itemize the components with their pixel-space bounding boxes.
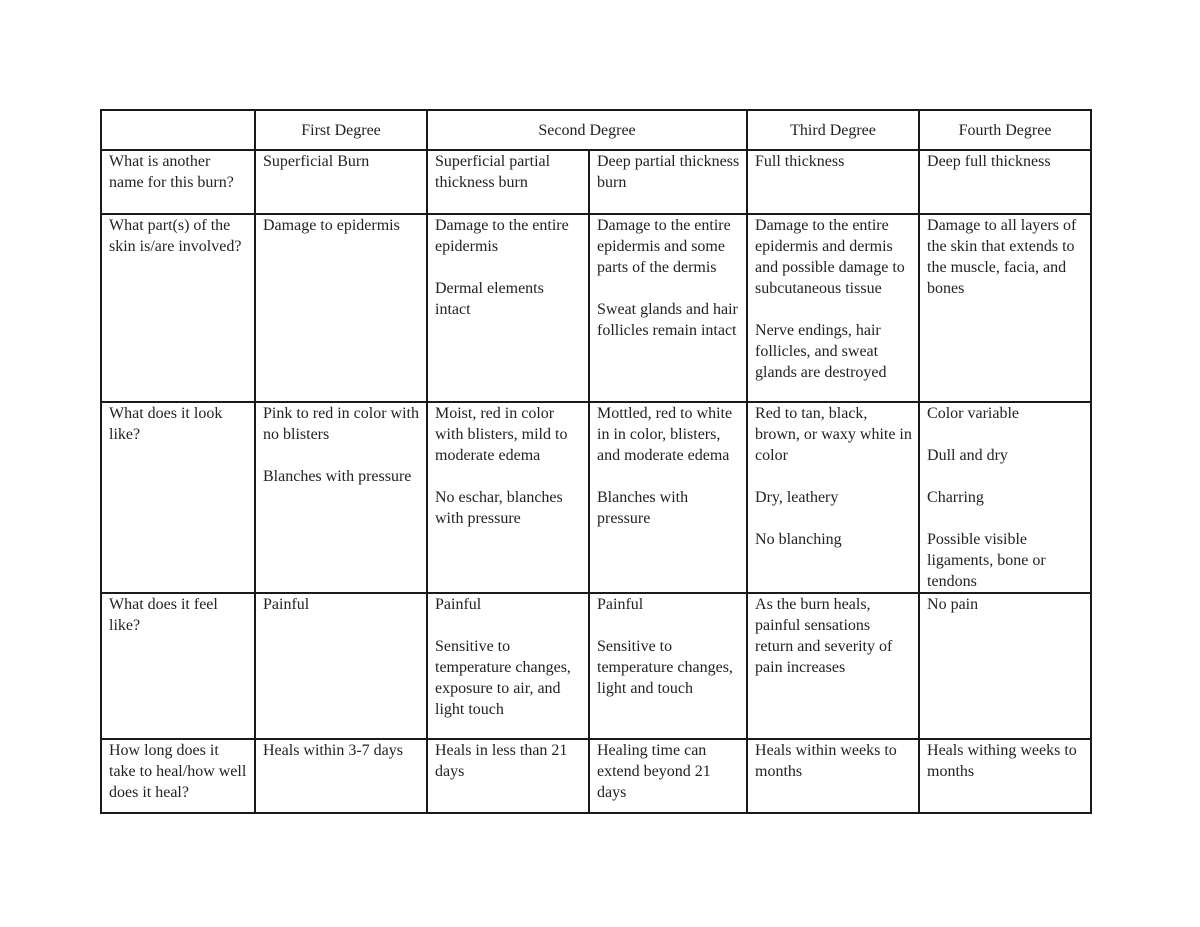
cell-paragraph: No blanching — [755, 531, 842, 548]
cell-paragraph: Sensitive to temperature changes, light and touch — [597, 638, 733, 697]
cell-paragraph: Damage to the entire epidermis and some parts of the dermis — [597, 217, 731, 276]
table-row-healing — [101, 739, 1091, 813]
question-cell: What does it feel like? — [101, 593, 255, 739]
second-degree-superficial-cell — [427, 593, 589, 739]
first-degree-cell: Superficial Burn — [255, 150, 427, 214]
table-row-sensation — [101, 593, 1091, 739]
question-cell: What part(s) of the skin is/are involved? — [101, 214, 255, 402]
burn-degree-table — [100, 109, 1092, 814]
first-degree-cell — [255, 402, 427, 593]
first-degree-cell: Damage to epidermis — [255, 214, 427, 402]
first-degree-cell: Heals within 3-7 days — [255, 739, 427, 813]
third-degree-cell: Full thickness — [747, 150, 919, 214]
table-row-skin-parts — [101, 214, 1091, 402]
cell-paragraph: Charring — [927, 489, 984, 506]
cell-paragraph: Sensitive to temperature changes, exposure to air, and light touch — [435, 638, 571, 718]
fourth-degree-cell: No pain — [919, 593, 1091, 739]
cell-paragraph: Red to tan, black, brown, or waxy white in color — [755, 405, 912, 464]
third-degree-cell — [747, 214, 919, 402]
cell-paragraph: Dermal elements intact — [435, 280, 544, 318]
second-degree-superficial-cell: Superficial partial thickness burn — [427, 150, 589, 214]
first-degree-cell: Painful — [255, 593, 427, 739]
cell-paragraph: No eschar, blanches with pressure — [435, 489, 563, 527]
fourth-degree-cell: Deep full thickness — [919, 150, 1091, 214]
second-degree-superficial-cell — [427, 214, 589, 402]
header-first-degree: First Degree — [255, 110, 427, 150]
third-degree-cell: As the burn heals, painful sensations return and severity of pain increases — [747, 593, 919, 739]
second-degree-deep-cell: Deep partial thickness burn — [589, 150, 747, 214]
header-third-degree: Third Degree — [747, 110, 919, 150]
cell-paragraph: Nerve endings, hair follicles, and sweat glands are destroyed — [755, 322, 887, 381]
table-header-row — [101, 110, 1091, 150]
header-second-degree: Second Degree — [427, 110, 747, 150]
cell-paragraph: Damage to the entire epidermis and dermis and possible damage to subcutaneous tissue — [755, 217, 905, 297]
fourth-degree-cell: Heals withing weeks to months — [919, 739, 1091, 813]
second-degree-deep-cell — [589, 593, 747, 739]
second-degree-superficial-cell — [427, 402, 589, 593]
cell-paragraph: Blanches with pressure — [597, 489, 689, 527]
third-degree-cell: Heals within weeks to months — [747, 739, 919, 813]
question-cell: What is another name for this burn? — [101, 150, 255, 214]
cell-paragraph: Mottled, red to white in in color, blisters, and moderate edema — [597, 405, 733, 464]
header-fourth-degree: Fourth Degree — [919, 110, 1091, 150]
cell-paragraph: Moist, red in color with blisters, mild to moderate edema — [435, 405, 568, 464]
third-degree-cell — [747, 402, 919, 593]
cell-paragraph: Pink to red in color with no blisters — [263, 405, 419, 443]
question-cell: What does it look like? — [101, 402, 255, 593]
cell-paragraph: Painful — [597, 596, 644, 613]
header-corner-cell — [101, 110, 255, 150]
fourth-degree-cell: Damage to all layers of the skin that extends to the muscle, facia, and bones — [919, 214, 1091, 402]
question-cell: How long does it take to heal/how well does it heal? — [101, 739, 255, 813]
cell-paragraph: Dry, leathery — [755, 489, 839, 506]
cell-paragraph: Color variable — [927, 405, 1019, 422]
second-degree-deep-cell — [589, 214, 747, 402]
cell-paragraph: Damage to the entire epidermis — [435, 217, 569, 255]
table-row-other-name — [101, 150, 1091, 214]
cell-paragraph: Dull and dry — [927, 447, 1008, 464]
cell-paragraph: Sweat glands and hair follicles remain intact — [597, 301, 738, 339]
second-degree-deep-cell — [589, 402, 747, 593]
cell-paragraph: Possible visible ligaments, bone or tendons — [927, 531, 1046, 590]
second-degree-deep-cell: Healing time can extend beyond 21 days — [589, 739, 747, 813]
cell-paragraph: Painful — [435, 596, 482, 613]
second-degree-superficial-cell: Heals in less than 21 days — [427, 739, 589, 813]
table-row-appearance — [101, 402, 1091, 593]
fourth-degree-cell — [919, 402, 1091, 593]
cell-paragraph: Blanches with pressure — [263, 468, 412, 485]
